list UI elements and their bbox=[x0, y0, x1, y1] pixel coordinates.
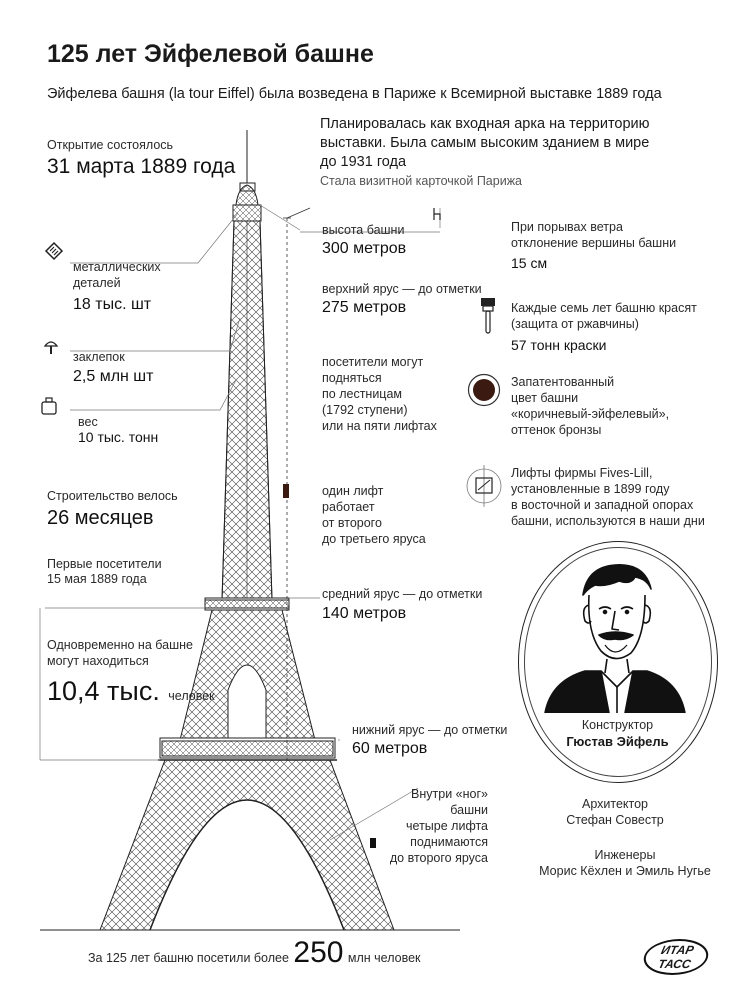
logo-top-text: ИТАР bbox=[659, 943, 696, 957]
height-value: 300 метров bbox=[322, 240, 407, 257]
single-lift-info-line: до третьего яруса bbox=[322, 532, 426, 546]
footer-number: 250 bbox=[293, 936, 344, 969]
color-info bbox=[511, 374, 669, 438]
color-info-line: Запатентованный bbox=[511, 375, 615, 389]
weight-label: вес bbox=[78, 415, 98, 429]
fives-lill-info-line: Лифты фирмы Fives-Lill, bbox=[511, 466, 653, 480]
portrait-caption-role: Конструктор bbox=[581, 718, 654, 732]
color-swatch-fill bbox=[473, 379, 495, 401]
portrait-caption bbox=[545, 717, 690, 750]
metal-parts-label bbox=[73, 259, 161, 291]
middle-tier-value: 140 метров bbox=[322, 605, 407, 622]
wind-info bbox=[511, 219, 676, 251]
paint-info-line: (защита от ржавчины) bbox=[511, 317, 639, 331]
upper-tier-label: верхний ярус — до отметки bbox=[322, 282, 482, 296]
color-swatch-icon bbox=[467, 373, 501, 407]
portrait-caption-name: Гюстав Эйфель bbox=[566, 734, 669, 749]
first-visitors-value: 15 мая 1889 года bbox=[47, 572, 147, 586]
wind-value: 15 см bbox=[511, 255, 548, 271]
fives-lill-info bbox=[511, 465, 705, 529]
construction-value: 26 месяцев bbox=[47, 507, 154, 529]
metal-parts-label-line: деталей bbox=[73, 276, 121, 290]
paint-info bbox=[511, 300, 697, 332]
lower-tier-label: нижний ярус — до отметки bbox=[352, 723, 508, 737]
intro-note: Стала визитной карточкой Парижа bbox=[320, 174, 523, 188]
color-info-line: «коричневый-эйфелевый», bbox=[511, 407, 670, 421]
first-visitors-label: Первые посетители bbox=[47, 557, 162, 571]
legs-lifts-info-line: Внутри «ног» башни bbox=[411, 787, 488, 817]
legs-lifts-info bbox=[370, 786, 488, 866]
stairs-info-line: или на пяти лифтах bbox=[322, 419, 437, 433]
capacity-unit: человек bbox=[168, 689, 215, 703]
color-info-line: оттенок бронзы bbox=[511, 423, 602, 437]
metal-parts-label-line: металлических bbox=[73, 260, 161, 274]
stairs-info-line: посетители могут bbox=[322, 355, 424, 369]
capacity-value-row bbox=[47, 676, 215, 707]
intro-block bbox=[320, 115, 650, 190]
single-lift-info-line: работает bbox=[322, 500, 375, 514]
wind-info-line: При порывах ветра bbox=[511, 220, 623, 234]
intro-line: до 1931 года bbox=[320, 154, 407, 170]
paint-value: 57 тонн краски bbox=[511, 337, 607, 353]
fives-lill-info-line: в восточной и западной опорах bbox=[511, 498, 694, 512]
stairs-info bbox=[322, 354, 437, 434]
intro-line: выставки. Была самым высоким зданием в мире bbox=[320, 135, 650, 151]
intro-line: Планировалась как входная арка на территорию bbox=[320, 116, 650, 132]
single-lift-info-line: один лифт bbox=[322, 484, 384, 498]
gustave-eiffel-portrait bbox=[535, 555, 695, 715]
legs-lifts-info-line: до второго яруса bbox=[389, 851, 488, 865]
metal-parts-value: 18 тыс. шт bbox=[73, 296, 152, 313]
fives-lill-info-line: башни, используются в наши дни bbox=[511, 514, 705, 528]
weight-value: 10 тыс. тонн bbox=[78, 429, 159, 445]
construction-label: Строительство велось bbox=[47, 489, 178, 503]
logo-bottom-text: ТАСС bbox=[656, 957, 693, 971]
architect-label: Архитектор bbox=[581, 797, 648, 811]
engineers-names: Морис Кёхлен и Эмиль Нугье bbox=[539, 864, 711, 878]
paint-info-line: Каждые семь лет башню красят bbox=[511, 301, 697, 315]
footer-suffix: млн человек bbox=[347, 951, 421, 965]
height-label: высота башни bbox=[322, 223, 405, 237]
stairs-info-line: подняться bbox=[322, 371, 382, 385]
footer-prefix: За 125 лет башню посетили более bbox=[88, 951, 289, 965]
rivets-value: 2,5 млн шт bbox=[73, 368, 154, 385]
wind-info-line: отклонение вершины башни bbox=[511, 236, 677, 250]
lower-tier-value: 60 метров bbox=[352, 740, 428, 757]
capacity-label-line: Одновременно на башне bbox=[47, 638, 193, 652]
opening-value: 31 марта 1889 года bbox=[47, 155, 236, 178]
opening-label: Открытие состоялось bbox=[47, 138, 174, 152]
height-marker-icon bbox=[432, 207, 442, 221]
engineers-block bbox=[525, 847, 725, 879]
architect-block bbox=[540, 796, 690, 828]
stairs-info-line: по лестницам bbox=[322, 387, 403, 401]
color-info-line: цвет башни bbox=[511, 391, 579, 405]
paint-brush-icon bbox=[478, 297, 498, 337]
stairs-info-line: (1792 ступени) bbox=[322, 403, 408, 417]
lift-icon bbox=[465, 463, 503, 509]
capacity-label-line: могут находиться bbox=[47, 654, 149, 668]
rivet-icon bbox=[43, 338, 59, 356]
footer-visitors bbox=[88, 936, 421, 970]
engineers-label: Инженеры bbox=[594, 848, 656, 862]
weight-icon bbox=[40, 397, 58, 415]
middle-tier-label: средний ярус — до отметки bbox=[322, 587, 483, 601]
rivets-label: заклепок bbox=[73, 350, 125, 364]
metal-parts-icon bbox=[44, 241, 64, 261]
single-lift-info-line: от второго bbox=[322, 516, 382, 530]
single-lift-info bbox=[322, 483, 426, 547]
capacity-value: 10,4 тыс. bbox=[47, 676, 160, 706]
fives-lill-info-line: установленные в 1899 году bbox=[511, 482, 670, 496]
upper-tier-value: 275 метров bbox=[322, 299, 407, 316]
architect-name: Стефан Совестр bbox=[566, 813, 664, 827]
capacity-label bbox=[47, 637, 193, 669]
itar-tass-logo bbox=[640, 939, 712, 975]
legs-lifts-info-line: поднимаются bbox=[410, 835, 488, 849]
page-title: 125 лет Эйфелевой башне bbox=[47, 40, 374, 68]
legs-lifts-info-line: четыре лифта bbox=[406, 819, 488, 833]
page-subtitle: Эйфелева башня (la tour Eiffel) была возведена в Париже к Всемирной выставке 1889 года bbox=[47, 86, 662, 102]
